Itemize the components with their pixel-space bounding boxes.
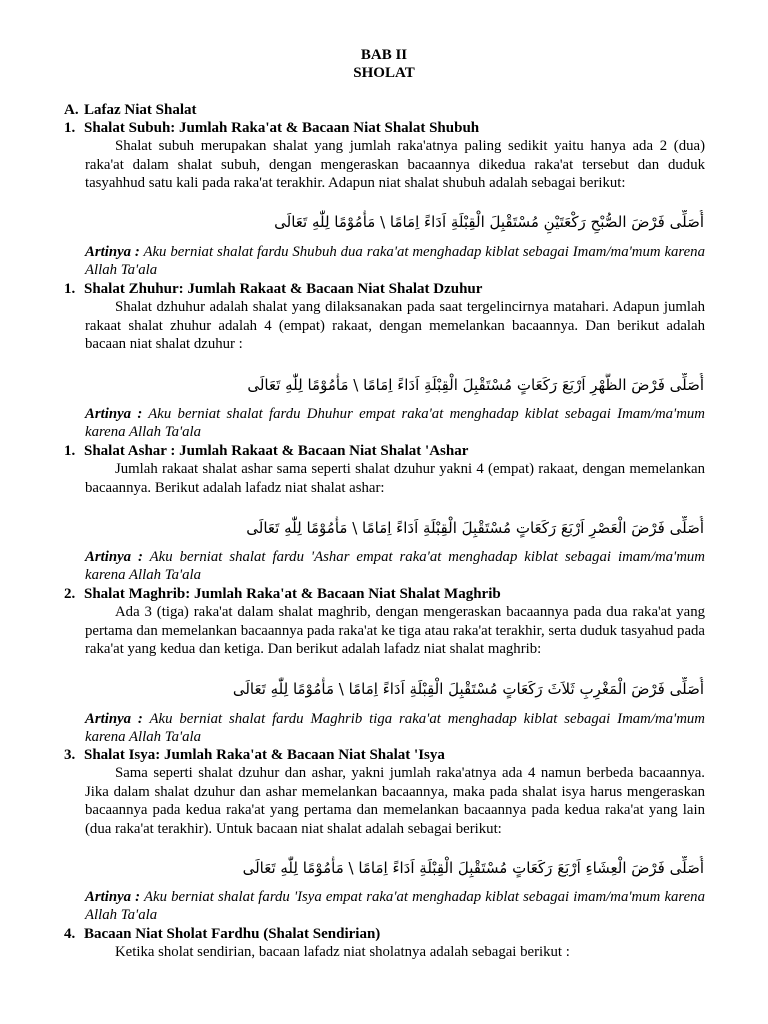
- artinya-label: Artinya :: [85, 406, 143, 422]
- maghrib-title: Shalat Maghrib: Jumlah Raka'at & Bacaan Niat Shalat Maghrib: [84, 586, 501, 602]
- ashar-translation: [85, 548, 705, 584]
- maghrib-translation-text: Aku berniat shalat fardu Maghrib tiga raka'at menghadap kiblat sebagai Imam/ma'mum karena Allah Ta'ala: [85, 711, 705, 745]
- isya-heading: [64, 746, 445, 764]
- ashar-arabic-niat: أُصَلِّى فَرْضَ الْعَصْرِ اَرْبَعَ رَكَعَاتٍ مُسْتَقْبِلَ الْقِبْلَةِ اَدَاءً اِمَامًا \ مَأْمُوْمًا لِلّٰهِ تَعَالَى: [246, 519, 704, 537]
- isya-translation: [85, 888, 705, 924]
- ashar-title: Shalat Ashar : Jumlah Rakaat & Bacaan Niat Shalat 'Ashar: [84, 443, 469, 459]
- subuh-body: Shalat subuh merupakan shalat yang jumlah raka'atnya paling sedikit yaitu hanya ada 2 (dua) raka'at dalam shalat subuh, dengan mengeraskan bacaannya dikedua raka'at tersebut dan duduk tasyahhud satu kali pada raka'at terakhir. Adapun niat shalat shubuh adalah sebagai berikut:: [85, 138, 705, 191]
- isya-title: Shalat Isya: Jumlah Raka'at & Bacaan Niat Shalat 'Isya: [84, 747, 445, 763]
- dzuhur-heading: [64, 280, 482, 298]
- sendirian-title: Bacaan Niat Sholat Fardhu (Shalat Sendirian): [84, 926, 381, 942]
- isya-body: Sama seperti shalat dzuhur dan ashar, yakni jumlah raka'atnya ada 4 namun berbeda bacaannya. Jika dalam shalat dzuhur dan ashar memelankan bacaannya, maka pada shalat isya harus mengeraskan bacaannya pada kedua raka'at yang pertama dan memelankan bacaannya pada kedua raka'at yang lain (dua raka'at terakhir). Untuk bacaan niat shalat adalah sebagai berikut:: [85, 765, 705, 837]
- sendirian-number: 4.: [64, 926, 76, 942]
- maghrib-body: Ada 3 (tiga) raka'at dalam shalat maghrib, dengan mengeraskan bacaannya pada dua raka'at yang pertama dan memelankan bacaannya pada raka'at ke tiga atau raka'at terakhir, serta duduk tasyahud pada raka'at yang kedua dan ketiga. Dan berikut adalah lafadz niat shalat maghrib:: [85, 604, 705, 657]
- chapter-number: BAB II: [360, 47, 408, 63]
- isya-arabic-niat: أُصَلِّى فَرْضَ الْعِشَاءِ اَرْبَعَ رَكَعَاتٍ مُسْتَقْبِلَ الْقِبْلَةِ اَدَاءً اِمَامًا \ مَأْمُوْمًا لِلّٰهِ تَعَالَى: [242, 859, 704, 877]
- ashar-body: Jumlah rakaat shalat ashar sama seperti shalat dzuhur yakni 4 (empat) rakaat, dengan memelankan bacaannya. Berikut adalah lafadz niat shalat ashar:: [85, 461, 705, 496]
- isya-number: 3.: [64, 747, 76, 763]
- subuh-heading: [64, 119, 479, 137]
- maghrib-heading: [64, 585, 501, 603]
- ashar-number: 1.: [64, 443, 76, 459]
- dzuhur-translation-text: Aku berniat shalat fardu Dhuhur empat raka'at menghadap kiblat sebagai Imam/ma'mum karena Allah Ta'ala: [85, 406, 705, 440]
- ashar-heading: [64, 442, 468, 460]
- subuh-arabic-niat: أُصَلِّى فَرْضَ الصُّبْحِ رَكْعَتَيْنِ مُسْتَقْبِلَ الْقِبْلَةِ اَدَاءً اِمَامًا \ مَأْمُوْمًا لِلّٰهِ تَعَالَى: [274, 213, 704, 231]
- dzuhur-translation: [85, 405, 705, 441]
- artinya-label: Artinya :: [85, 889, 141, 905]
- section-letter: A.: [64, 102, 79, 118]
- section-a-heading: [64, 101, 197, 119]
- section-title: Lafaz Niat Shalat: [84, 102, 197, 118]
- artinya-label: Artinya :: [85, 711, 143, 727]
- dzuhur-number: 1.: [64, 281, 76, 297]
- maghrib-translation: [85, 710, 705, 746]
- isya-translation-text: Aku berniat shalat fardu 'Isya empat raka'at menghadap kiblat sebagai imam/ma'mum karena Allah Ta'ala: [85, 889, 705, 923]
- subuh-translation: [85, 243, 705, 279]
- dzuhur-title: Shalat Zhuhur: Jumlah Rakaat & Bacaan Niat Shalat Dzuhur: [84, 281, 483, 297]
- maghrib-number: 2.: [64, 586, 76, 602]
- dzuhur-arabic-niat: أُصَلِّى فَرْضَ الظُّهْرِ اَرْبَعَ رَكَعَاتٍ مُسْتَقْبِلَ الْقِبْلَةِ اَدَاءً اِمَامًا \ مَأْمُوْمًا لِلّٰهِ تَعَالَى: [247, 376, 704, 394]
- maghrib-arabic-niat: أُصَلِّى فَرْضَ الْمَغْرِبِ ثَلاَثَ رَكَعَاتٍ مُسْتَقْبِلَ الْقِبْلَةِ اَدَاءً اِمَامًا \ مَأْمُوْمًا لِلّٰهِ تَعَالَى: [232, 680, 704, 698]
- subuh-title: Shalat Subuh: Jumlah Raka'at & Bacaan Niat Shalat Shubuh: [84, 120, 480, 136]
- chapter-title: SHOLAT: [353, 65, 415, 81]
- artinya-label: Artinya :: [85, 244, 140, 260]
- sendirian-body: Ketika sholat sendirian, bacaan lafadz niat sholatnya adalah sebagai berikut :: [115, 944, 570, 960]
- subuh-translation-text: Aku berniat shalat fardu Shubuh dua raka'at menghadap kiblat sebagai Imam/ma'mum karena Allah Ta'ala: [85, 244, 705, 278]
- subuh-number: 1.: [64, 120, 76, 136]
- ashar-translation-text: Aku berniat shalat fardu 'Ashar empat raka'at menghadap kiblat sebagai imam/ma'mum karena Allah Ta'ala: [85, 549, 705, 583]
- sendirian-heading: [64, 925, 380, 943]
- dzuhur-body: Shalat dzhuhur adalah shalat yang dilaksanakan pada saat tergelincirnya matahari. Adapun jumlah rakaat shalat zhuhur adalah 4 (empat) rakaat, dengan memelankan bacaannya. Dan berikut adalah bacaan niat shalat dzuhur :: [85, 299, 705, 352]
- artinya-label: Artinya :: [85, 549, 143, 565]
